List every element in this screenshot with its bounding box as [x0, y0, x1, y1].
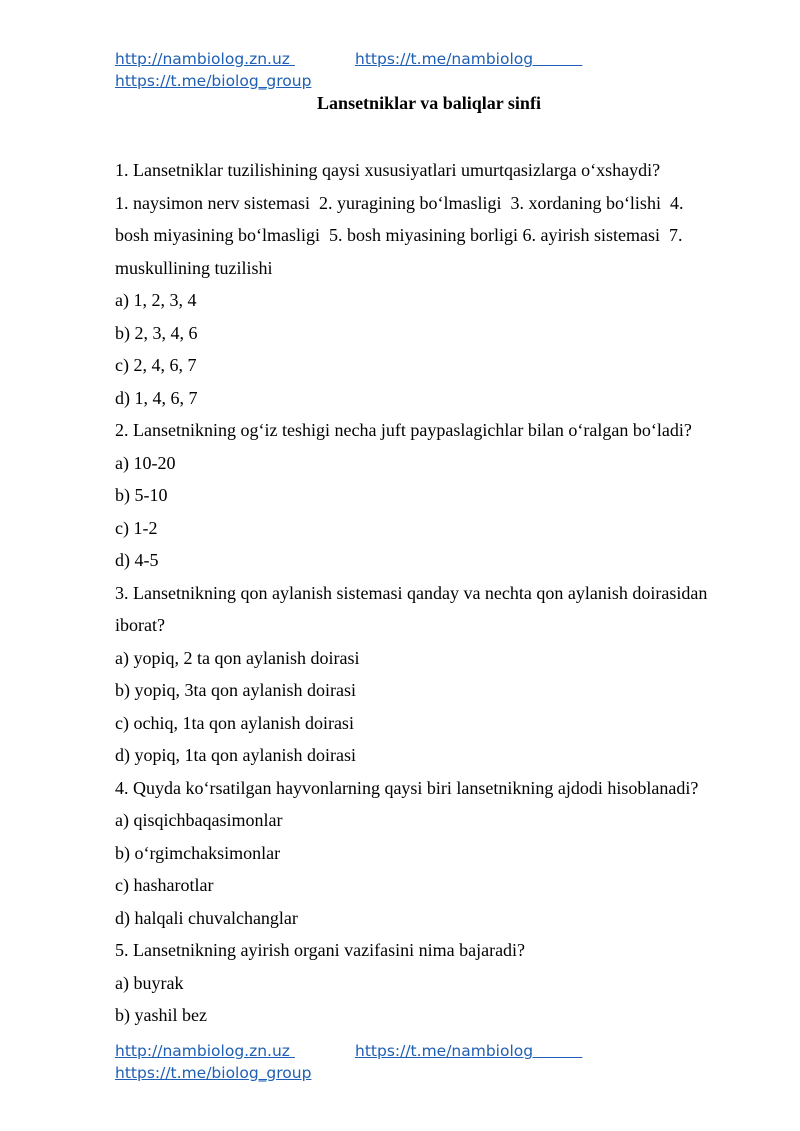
answer-option: b) o‘rgimchaksimonlar [115, 842, 281, 863]
answer-option: d) yopiq, 1ta qon aylanish doirasi [115, 745, 356, 765]
answer-option: d) halqali chuvalchanglar [115, 907, 298, 928]
answer-option: a) buyrak [115, 972, 184, 993]
page-title: Lansetniklar va baliqlar sinfi [317, 93, 541, 113]
text-line: bosh miyasining bo‘lmasligi 5. bosh miyasining borligi 6. ayirish sistemasi 7. [115, 225, 683, 245]
answer-option: b) yashil bez [115, 1005, 207, 1025]
answer-option: d) 4-5 [115, 550, 159, 570]
answer-option: b) yopiq, 3ta qon aylanish doirasi [115, 680, 356, 700]
text-line: muskullining tuzilishi [115, 257, 273, 278]
header-link-channel[interactable]: https://t.me/nambiolog [355, 50, 583, 68]
answer-option: c) ochiq, 1ta qon aylanish doirasi [115, 712, 354, 733]
answer-option: b) 2, 3, 4, 6 [115, 322, 198, 343]
text-line: 1. naysimon nerv sistemasi 2. yuragining bo‘lmasligi 3. xordaning bo‘lishi 4. [115, 192, 684, 213]
question-list [115, 154, 745, 1032]
answer-option: a) qisqichbaqasimonlar [115, 810, 283, 830]
answer-option: b) 5-10 [115, 485, 168, 505]
answer-option: c) hasharotlar [115, 875, 214, 895]
question-text: 1. Lansetniklar tuzilishining qaysi xususiyatlari umurtqasizlarga o‘xshaydi? [115, 160, 661, 180]
text-line: iborat? [115, 615, 165, 635]
footer-link-channel[interactable]: https://t.me/nambiolog [355, 1042, 583, 1060]
question-text: 4. Quyda ko‘rsatilgan hayvonlarning qaysi biri lansetnikning ajdodi hisoblanadi? [115, 777, 699, 798]
footer-link-group[interactable]: https://t.me/biolog_group [115, 1064, 312, 1082]
answer-option: c) 2, 4, 6, 7 [115, 355, 197, 375]
header-link-site[interactable]: http://nambiolog.zn.uz [115, 50, 295, 68]
answer-option: d) 1, 4, 6, 7 [115, 387, 198, 408]
header-link-group[interactable]: https://t.me/biolog_group [115, 72, 312, 90]
question-text: 5. Lansetnikning ayirish organi vazifasini nima bajaradi? [115, 940, 526, 960]
question-text: 3. Lansetnikning qon aylanish sistemasi qanday va nechta qon aylanish doirasidan [115, 582, 708, 603]
footer-link-site[interactable]: http://nambiolog.zn.uz [115, 1042, 295, 1060]
answer-option: a) 10-20 [115, 452, 176, 473]
answer-option: c) 1-2 [115, 517, 158, 538]
answer-option: a) 1, 2, 3, 4 [115, 290, 197, 310]
question-text: 2. Lansetnikning og‘iz teshigi necha juft paypaslagichlar bilan o‘ralgan bo‘ladi? [115, 420, 692, 440]
answer-option: a) yopiq, 2 ta qon aylanish doirasi [115, 647, 360, 668]
